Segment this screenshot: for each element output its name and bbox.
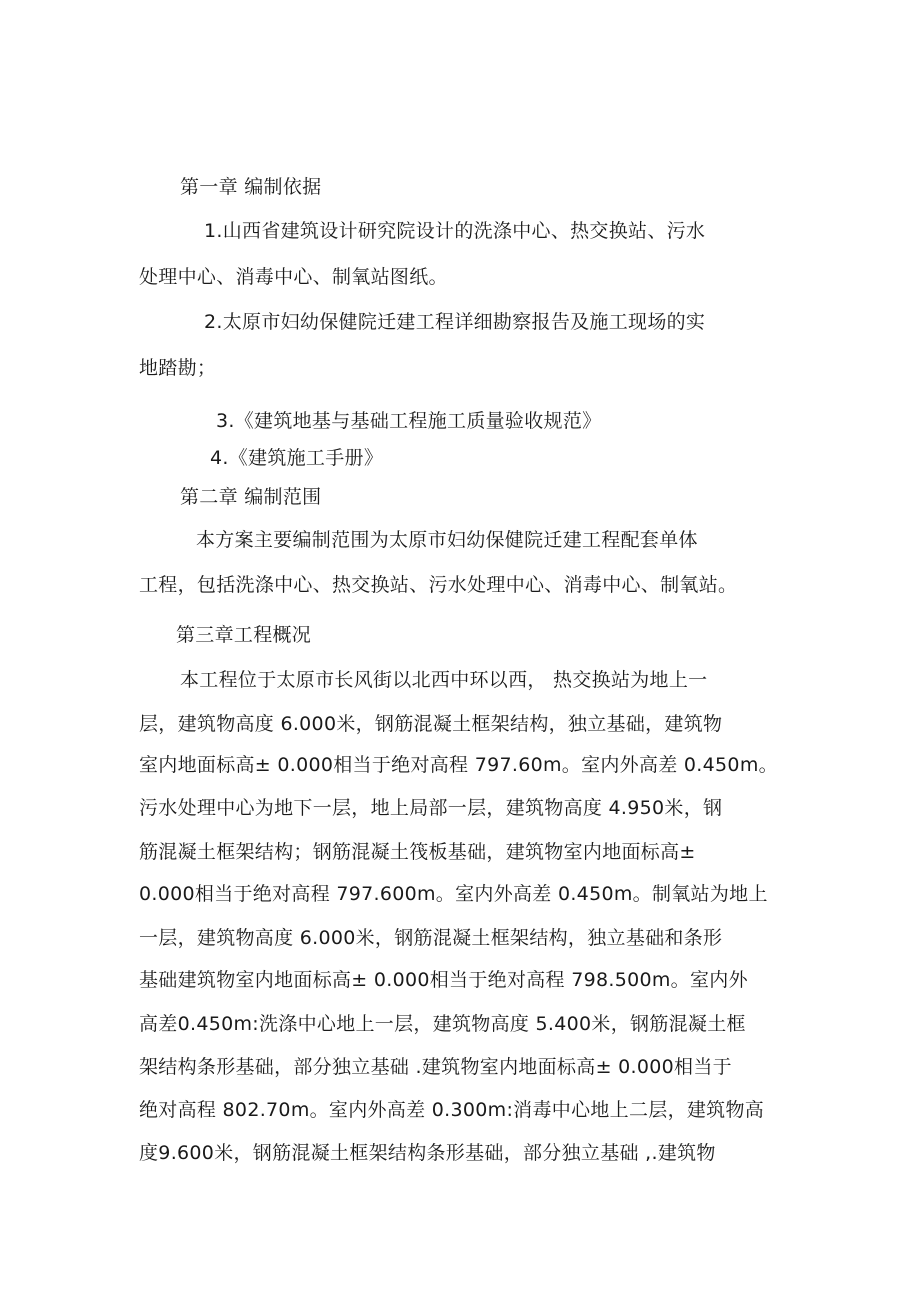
paragraph-line: 一层，建筑物高度 6.000米，钢筋混凝土框架结构，独立基础和条形: [139, 927, 723, 949]
paragraph-line: 室内地面标高± 0.000相当于绝对高程 797.60m。室内外高差 0.450m。: [139, 754, 778, 776]
paragraph-line: 污水处理中心为地下一层，地上局部一层，建筑物高度 4.950米，钢: [139, 797, 723, 819]
paragraph-line: 层，建筑物高度 6.000米，钢筋混凝土框架结构，独立基础，建筑物: [139, 713, 723, 735]
paragraph-line: 1.山西省建筑设计研究院设计的洗涤中心、热交换站、污水: [204, 220, 706, 242]
paragraph-line: 工程，包括洗涤中心、热交换站、污水处理中心、消毒中心、制氧站。: [139, 574, 738, 596]
paragraph-line: 度9.600米，钢筋混凝土框架结构条形基础，部分独立基础 ,.建筑物: [139, 1142, 716, 1164]
paragraph-line: 0.000相当于绝对高程 797.600m。室内外高差 0.450m。制氧站为地上: [139, 883, 768, 905]
paragraph-line: 处理中心、消毒中心、制氧站图纸。: [139, 266, 448, 288]
paragraph-line: 基础建筑物室内地面标高± 0.000相当于绝对高程 798.500m。室内外: [139, 969, 748, 991]
paragraph-line: 3.《建筑地基与基础工程施工质量验收规范》: [216, 410, 602, 432]
paragraph-line: 本工程位于太原市长风街以北西中环以西， 热交换站为地上一: [180, 669, 708, 691]
chapter-1-heading: 第一章 编制依据: [180, 176, 322, 198]
paragraph-line: 本方案主要编制范围为太原市妇幼保健院迁建工程配套单体: [196, 529, 698, 551]
paragraph-line: 4.《建筑施工手册》: [210, 447, 384, 469]
paragraph-line: 2.太原市妇幼保健院迁建工程详细勘察报告及施工现场的实: [204, 311, 706, 333]
paragraph-line: 架结构条形基础，部分独立基础 .建筑物室内地面标高± 0.000相当于: [139, 1056, 732, 1078]
chapter-2-heading: 第二章 编制范围: [180, 486, 322, 508]
paragraph-line: 筋混凝土框架结构；钢筋混凝土筏板基础，建筑物室内地面标高±: [139, 841, 696, 863]
paragraph-line: 地踏勘；: [139, 357, 217, 379]
paragraph-line: 高差0.450m:洗涤中心地上一层，建筑物高度 5.400米，钢筋混凝土框: [139, 1013, 746, 1035]
paragraph-line: 绝对高程 802.70m。室内外高差 0.300m:消毒中心地上二层，建筑物高: [139, 1099, 765, 1121]
chapter-3-heading: 第三章工程概况: [176, 624, 312, 646]
